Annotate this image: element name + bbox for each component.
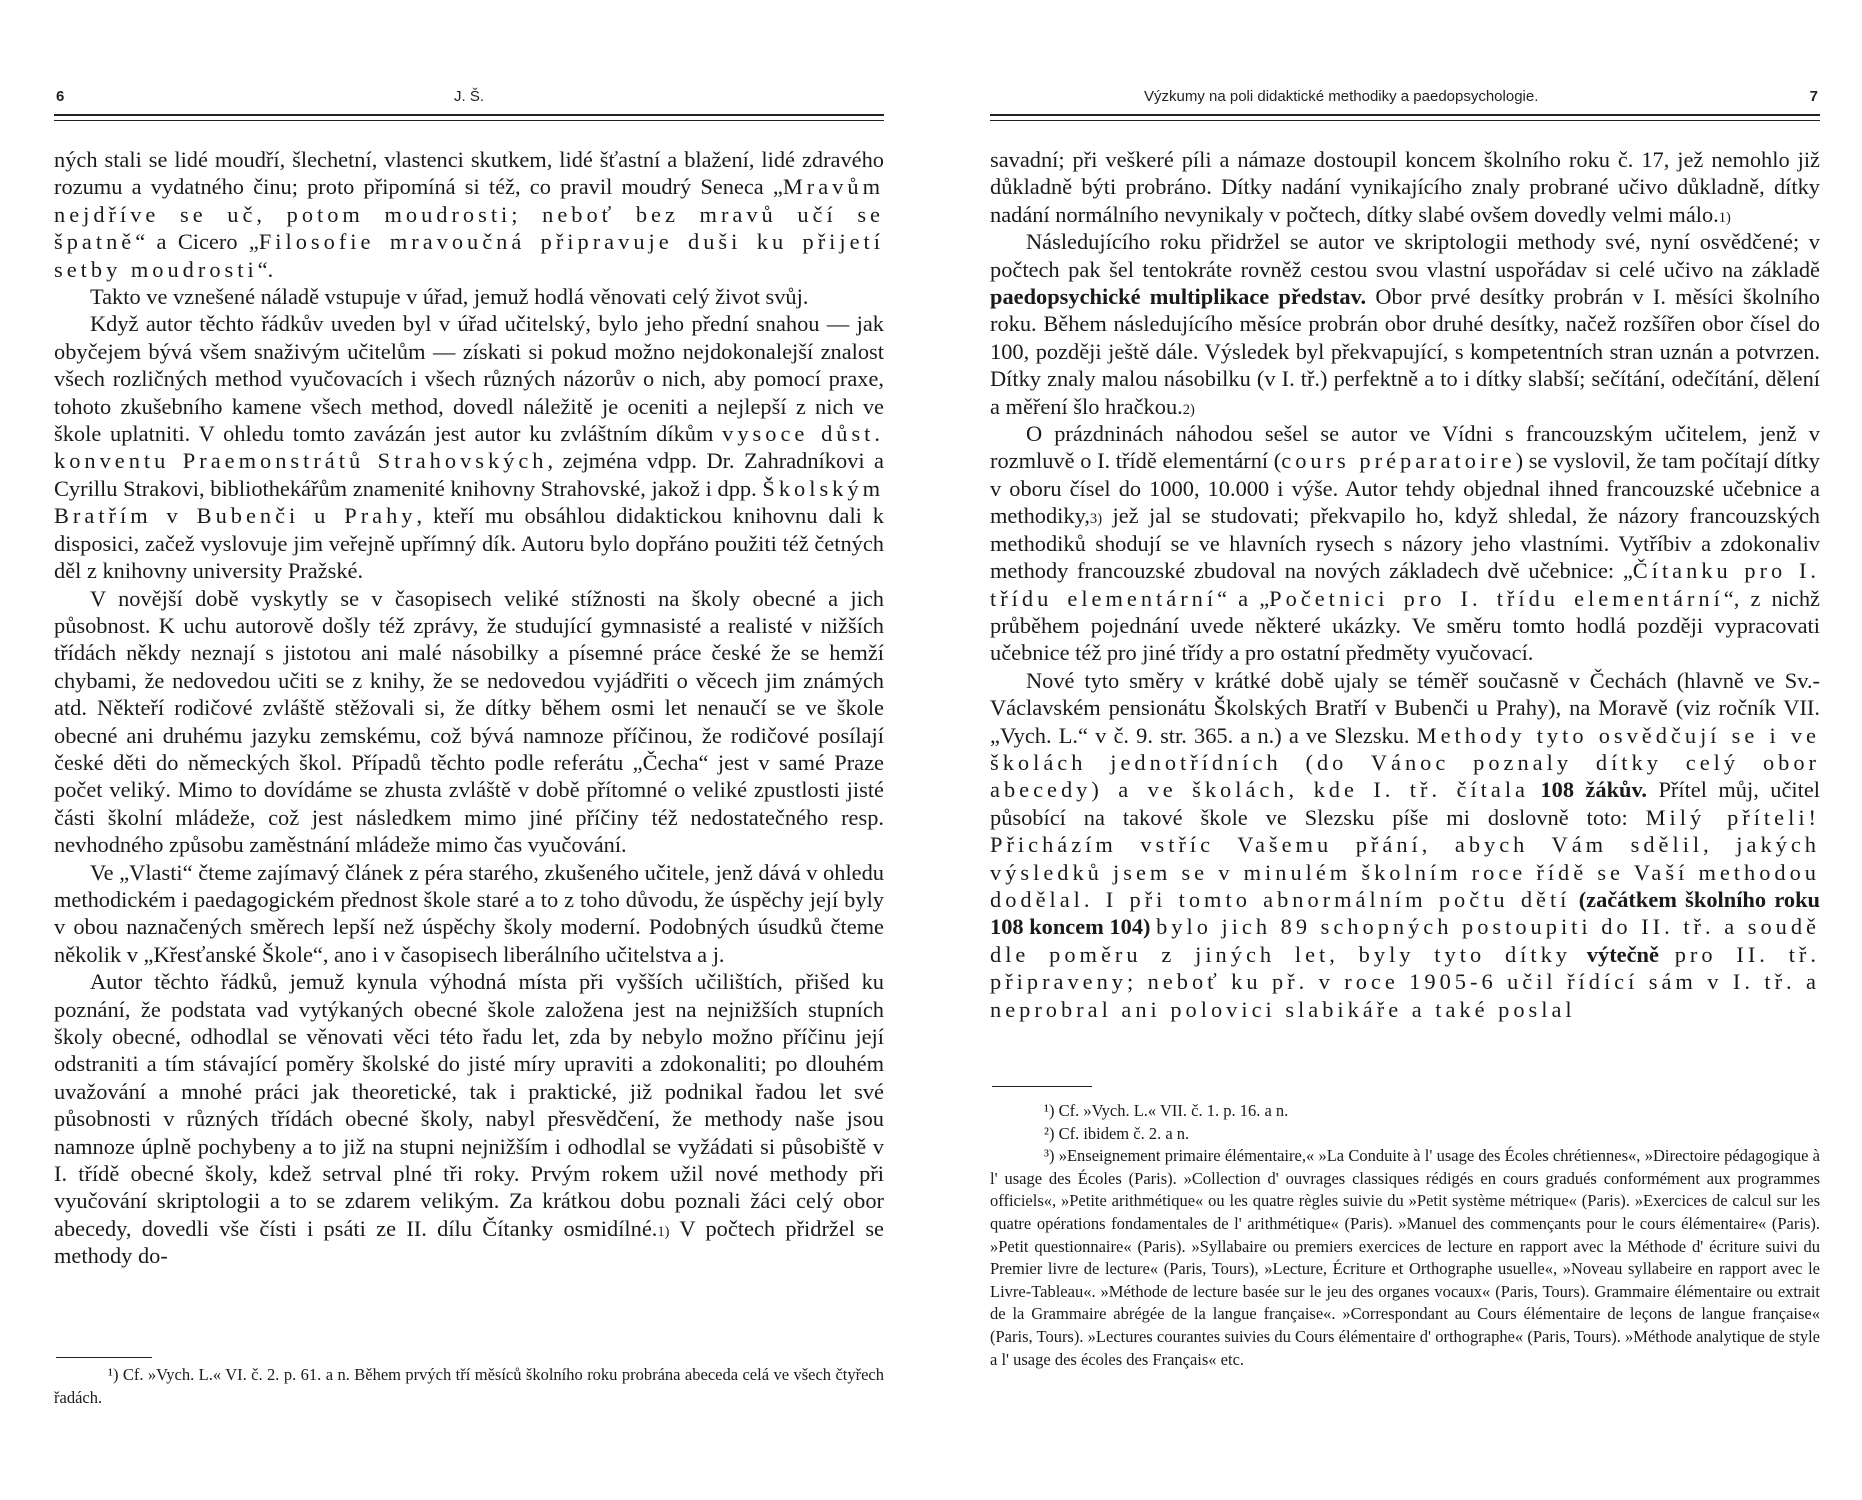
text-run: jež jal se studovati; překvapilo ho, když shledal, že názory francouzských methodiků shodují se ve hlavních rysech s názory jeho vlastními. Vytříbiv a zdokonaliv methody francouzské zbudoval na nových základech dvě učebnice: „ (990, 503, 1820, 584)
text-run: “, z nichž průběhem pojednání uvede některé ukázky. Ve směru tomto hodlá později vypracovati učebnice též pro jiné třídy a pro ostatní předměty vyučovací. (990, 585, 1820, 666)
text-run (1570, 887, 1578, 912)
text-run: Přítel můj, učitel působící na takové škole ve Slezsku píše mi doslovně toto: (990, 777, 1820, 830)
paragraph (54, 585, 884, 859)
text-run (1529, 777, 1540, 802)
bold-text: výtečně (1586, 941, 1659, 967)
footnote: ²) Cf. ibidem č. 2. a n. (1044, 1123, 1190, 1143)
spaced-text: vysoce důst. konventu Praemonstrátů Strahovských (54, 421, 884, 474)
text-run: Autor těchto řádků, jemuž kynula výhodná místa při vyšších učilištích, přišed ku poznání, že podstata vad vytýkaných obecné škole založena jest na nejnižších stupních školy obecné, odhodlal se věnovati věci této řadu let, zda by nebylo možno příčinu její odstraniti a tím stávající poměry školské do jisté míry upraviti a zdokonaliti; po dlouhém uvažování a mnohé práci jak theoretické, tak i praktické, již podnikal řadou let své působnosti v různých třídách obecné školy, nabyl přesvědčení, že methody naše jsou namnoze úplně pochybeny a to již na stupni nejnižším i odhodlal se vyžádati si působiště v I. třídě obecné školy, kdež setrval plné tři roky. Prvým rokem užil nové methody při vyučování skriptologii a to se zdarem velikým. Za krátkou dobu poznali žáci celý obor abecedy, dovedli vše čísti i psáti ze II. dílu Čítanky osmidílné. (54, 969, 884, 1241)
text-run: Ve „Vlasti“ čteme zajímavý článek z péra starého, zkušeného učitele, jenž dává v ohledu methodickém i paedagogickém přednost škole staré a to z toho důvodu, že úspěchy její byly v obou naznačených směrech lepší než úspěchy školy moderní. Podobných úsudků čteme několik v „Křesťanské Škole“, ano i v časopisech liberálního učitelstva a j. (54, 859, 884, 967)
text-run (1571, 942, 1587, 967)
text-run: O prázdninách náhodou sešel se autor ve Vídni s francouzským učitelem, jenž v rozmluvě o I. třídě elementární ( (990, 421, 1820, 474)
spaced-text: Mravům nejdříve se uč, potom moudrosti; neboť bez mravů učí se špatně (54, 174, 884, 255)
text-run: ných stali se lidé moudří, šlechetní, vlastenci skutkem, lidé šťastní a blažení, lidé zdravého rozumu a vydatného činu; proto připomíná si též, co pravil moudrý Seneca „ (54, 147, 884, 200)
header-rule (54, 114, 884, 121)
footnote: ³) »Enseignement primaire élémentaire,« »La Conduite à l' usage des Écoles chrétiennes«, »Directoire pédagogique à l' usage des Écoles (Paris). »Collection d' ouvrages classiques rédigés en cours gradués conformément aux programmes officiels«, »Petite arithmétique« ou les quatre règles suivie du »Petit système métrique« (Paris). »Exercices de calcul sur les quatre opérations fondamentales de l' arithmétique« (Paris). »Manuel des commençants pour le cours élémentaire« (Paris). »Petit questionnaire« (Paris). »Syllabaire ou premiers exercices de lecture en rapport avec la Méthode d' écriture suivi du Premier livre de lecture« (Paris, Tours), »Lecture, Écriture et Orthographe usuelle«, »Noveau syllabeire en rapport avec le Livre-Tableau«. »Méthode de lecture basée sur le jeu des organes vocaux« (Paris, Tours). Grammaire élémentaire ou extrait de la Grammaire abrégée de la langue française«. »Correspondant au Cours élémentaire de leçons de langue française« (Paris, Tours). »Lectures courantes suivies du Cours élémentaire d' orthographe« (Paris, Tours). »Méthode analytique de style a l' usage des écoles des Français« etc. (990, 1146, 1820, 1369)
text-run: “ a Cicero „ (135, 229, 259, 255)
footnote-rule (56, 1357, 152, 1358)
spaced-text: Čítanku pro I. třídu elementární (990, 558, 1820, 611)
spaced-text: Školským Bratřím v Bubenči u Prahy (54, 475, 884, 529)
header-rule (990, 114, 1820, 121)
text-run: , zejména vdpp. Dr. Zahradníkovi a Cyrillu Strakovi, bibliothekářům znamenité knihovny Strahovské, jakož i dpp. (54, 448, 884, 501)
running-head-title: Výzkumy na poli didaktické methodiky a paedopsychologie. (1144, 88, 1539, 105)
footnote-ref: 1) (1718, 209, 1731, 226)
paragraph (990, 420, 1820, 667)
footnote: ¹) Cf. »Vych. L.« VII. č. 1. p. 16. a n. (1044, 1101, 1289, 1120)
running-head (54, 88, 884, 110)
text-run: Nové tyto směry v krátké době ujaly se téměř současně v Čechách (hlavně ve Sv.-Václavském pensionátu Školských Bratří v Bubenči u Prahy), na Moravě (viz ročník VII. „Vych. L.“ v č. 9. str. 365. a n.) a ve Slezsku. (990, 667, 1820, 748)
page-number: 6 (56, 88, 65, 105)
right-page (990, 0, 1820, 1500)
text-run: V novější době vyskytly se v časopisech veliké stížnosti na školy obecné a jich působnost. K uchu autorově došly též zprávy, že studující gymnasisté a realisté v nižších třídách někdy neznají s jistotou ani malé násobilky a písemné práce české že se hemží chybami, že nedovedou učiti se z knihy, že se nedovedou vyjádřiti o věcech jim známých atd. Někteří rodičové zvláště stěžovali si, že dítky během osmi let nenaučí se ve škole obecné ani druhému jazyku zemskému, což bývá namnoze příčinou, že rodičové posílají české děti do německých škol. Případů těchto podle referátu „Čecha“ jest v samé Praze počet veliký. Mimo to dovídáme se zhusta zvláště v době přítomné o veliké zpustlosti jisté části školní mládeže, což jest následkem mimo jiné příčiny též nedostatečného resp. nevhodného způsobu zaměstnání mládeže mimo čas vyučování. (54, 585, 884, 858)
body-text (990, 146, 1820, 1023)
footnote-ref: 3) (1089, 511, 1103, 528)
paragraph (990, 146, 1820, 228)
footnote: ¹) Cf. »Vych. L.« VI. č. 2. p. 61. a n. Během prvých tří měsíců školního roku probrána abeceda celá ve všech čtyřech řadách. (54, 1365, 884, 1407)
footnotes (54, 1364, 884, 1409)
text-run: Obor prvé desítky probrán v I. měsíci školního roku. Během následujícího měsíce probrán obor druhé desítky, načež rozšířen obor čísel do 100, později ještě dále. Výsledek byl překvapující, s kompetentních stran uznán a potvrzen. Dítky znaly malou násobilku (v I. tř.) perfektně a to i dítky slabší; sečítání, odečítání, dělení a měření šlo hračkou. (990, 284, 1820, 419)
spaced-text: pro II. tř. připraveny; neboť ku př. v roce 1905-6 učil řídící sám v I. tř. a neprobral ani polovici slabikáře a také poslal (990, 941, 1820, 1022)
footnotes (990, 1100, 1820, 1371)
left-page (54, 0, 884, 1500)
paragraph (54, 310, 884, 584)
bold-text: 108 žákův. (1540, 777, 1648, 803)
text-run: “ a „ (1217, 585, 1270, 611)
spaced-text: Methody tyto osvědčují se i ve školách jednotřídních (do Vánoc poznaly dítky celý obor abecedy) a ve školách, kde I. tř. čítala (990, 722, 1820, 803)
text-run: Takto ve vznešené náladě vstupuje v úřad, jemuž hodlá věnovati celý život svůj. (90, 284, 809, 310)
text-run: Následujícího roku přidržel se autor ve skriptologii methody své, nyní osvědčené; v počtech pak šel tentokráte rovněž cestou svou vlastní uspořádav si celé učivo na základě (990, 229, 1820, 282)
paragraph (54, 146, 884, 283)
text-run: ) se vyslovil, že tam počítají dítky v oboru čísel do 1000, 10.000 i výše. Autor tehdy objednal ihned francouzské učebnice a methodiky, (990, 448, 1821, 529)
spaced-text: cours préparatoire (1281, 448, 1516, 474)
spaced-text: Milý příteli! Přicházím vstříc Vašemu přání, abych Vám sdělil, jakých výsledků jsem se v minulém školním roce řídě se Vaší methodou dodělal. I při tomto abnormálním počtu dětí (990, 804, 1820, 912)
spaced-text: bylo jich 89 schopných postoupiti do II. tř. a soudě dle poměru z jiných let, byly tyto dítky (990, 914, 1820, 967)
paragraph (54, 968, 884, 1269)
footnote-ref: 1) (657, 1223, 670, 1240)
body-text (54, 146, 884, 1270)
paragraph (990, 667, 1820, 1023)
footnote-ref: 2) (1182, 401, 1195, 418)
paragraph (54, 859, 884, 969)
text-run: “. (257, 256, 274, 282)
text-run: , kteří mu obsáhlou didaktickou knihovnu dali k disposici, začež vyslovuje jim veřejně upřímný dík. Autoru bylo dopřáno použiti též četných děl z knihovny university Pražské. (54, 503, 885, 584)
paragraph (54, 283, 884, 310)
running-head (990, 88, 1820, 110)
page-number: 7 (1809, 88, 1818, 105)
footnote-rule (992, 1086, 1092, 1087)
text-run (1659, 942, 1675, 967)
running-head-title: J. Š. (454, 88, 485, 105)
bold-text: paedopsychické multiplikace představ. (990, 284, 1367, 310)
paragraph (990, 228, 1820, 420)
text-run: savadní; při veškeré píli a námaze dostoupil koncem školního roku č. 17, jež nemohlo již důkladně býti probráno. Dítky nadání vynikajícího znaly probrané učivo důkladně, dítky nadání normálního nevynikaly v počtech, dítky slabé ovšem dovedly velmi málo. (990, 147, 1820, 227)
bold-text: (začátkem školního roku 108 koncem 104) (990, 886, 1820, 940)
text-run: Když autor těchto řádkův uveden byl v úřad učitelský, bylo jeho přední snahou — jak obyčejem bývá všem snaživým učitelům — získati si pokud možno nejdokonalejší znalost všech rozličných method vyučovacích i všech různých názorův o nich, aby pomocí praxe, tohoto zkušebního kamene všech method, dovedl náležitě je oceniti a nejlepší z nich ve škole uplatniti. V ohledu tomto zavázán jest autor ku zvláštním díkům (54, 311, 884, 447)
spaced-text: Početnici pro I. třídu elementární (1269, 585, 1724, 611)
text-run: V počtech přidržel se methody do- (54, 1215, 884, 1269)
spaced-text: Filosofie mravoučná připravuje duši ku přijetí setby moudrosti (54, 229, 884, 282)
